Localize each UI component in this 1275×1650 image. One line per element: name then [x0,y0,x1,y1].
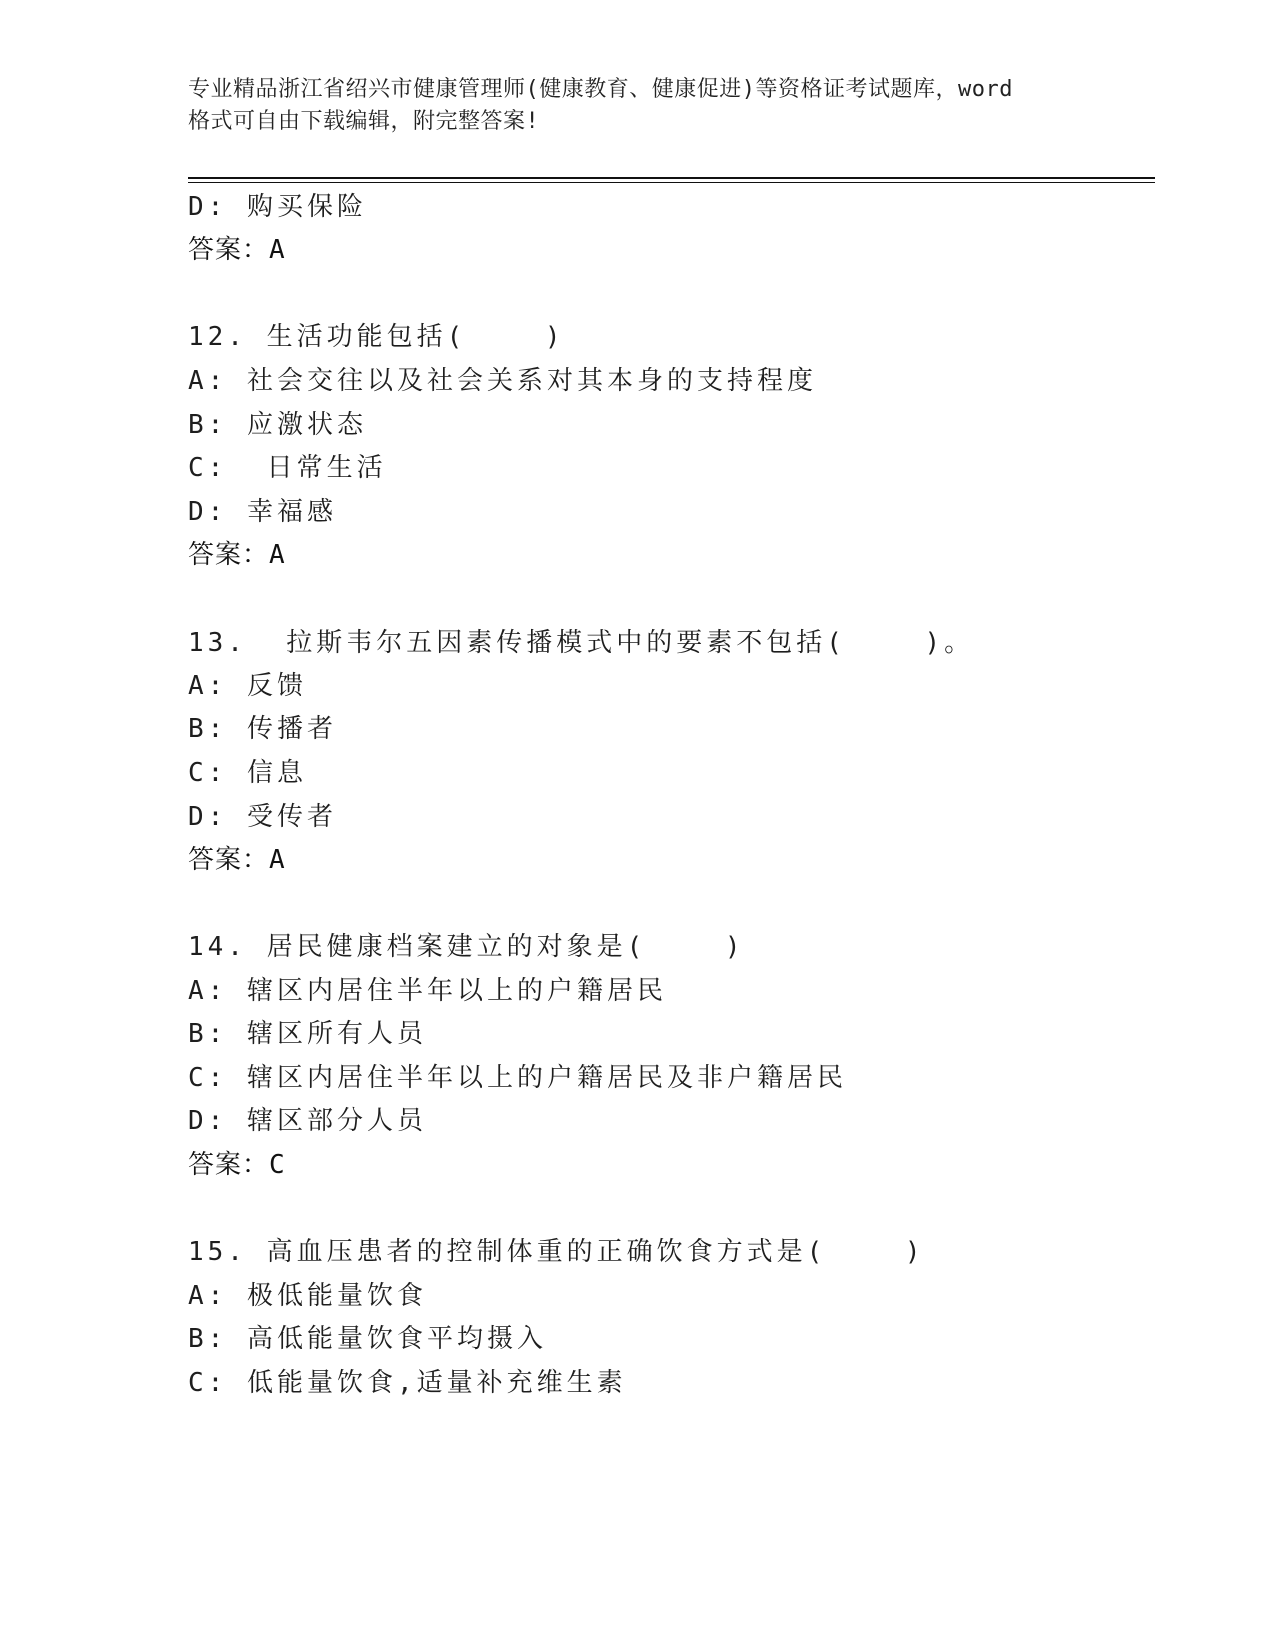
q12-answer: 答案：A [188,540,286,570]
header-divider-thin [188,182,1155,183]
header-divider-thick [188,177,1155,179]
q13-option-b: B: 传播者 [188,714,337,744]
q14-option-c: C: 辖区内居住半年以上的户籍居民及非户籍居民 [188,1063,847,1093]
q15-option-a: A: 极低能量饮食 [188,1281,427,1311]
q12-option-b: B: 应激状态 [188,410,367,440]
q13-option-d: D: 受传者 [188,802,337,832]
header-line-2: 格式可自由下载编辑，附完整答案! [188,109,540,134]
q15-option-c: C: 低能量饮食,适量补充维生素 [188,1368,627,1398]
q15-option-b: B: 高低能量饮食平均摄入 [188,1324,547,1354]
document-header [188,74,1088,138]
q12-option-d: D: 幸福感 [188,497,337,527]
q13-answer: 答案：A [188,845,286,875]
q12-option-a: A: 社会交往以及社会关系对其本身的支持程度 [188,366,817,396]
q14-option-a: A: 辖区内居住半年以上的户籍居民 [188,976,667,1006]
q12-option-c: C: 日常生活 [188,453,387,483]
q11-answer: 答案：A [188,235,286,265]
header-line-1: 专业精品浙江省绍兴市健康管理师(健康教育、健康促进)等资格证考试题库，word [188,77,1013,102]
q15-question: 15. 高血压患者的控制体重的正确饮食方式是( ) [188,1237,925,1267]
q14-answer: 答案：C [188,1150,286,1180]
q12-question: 12. 生活功能包括( ) [188,322,565,352]
q13-option-c: C: 信息 [188,758,307,788]
q11-option-d: D: 购买保险 [188,192,367,222]
q14-option-d: D: 辖区部分人员 [188,1106,427,1136]
q13-option-a: A: 反馈 [188,671,307,701]
q13-question: 13. 拉斯韦尔五因素传播模式中的要素不包括( )。 [188,628,975,658]
q14-question: 14. 居民健康档案建立的对象是( ) [188,932,745,962]
q14-option-b: B: 辖区所有人员 [188,1019,427,1049]
